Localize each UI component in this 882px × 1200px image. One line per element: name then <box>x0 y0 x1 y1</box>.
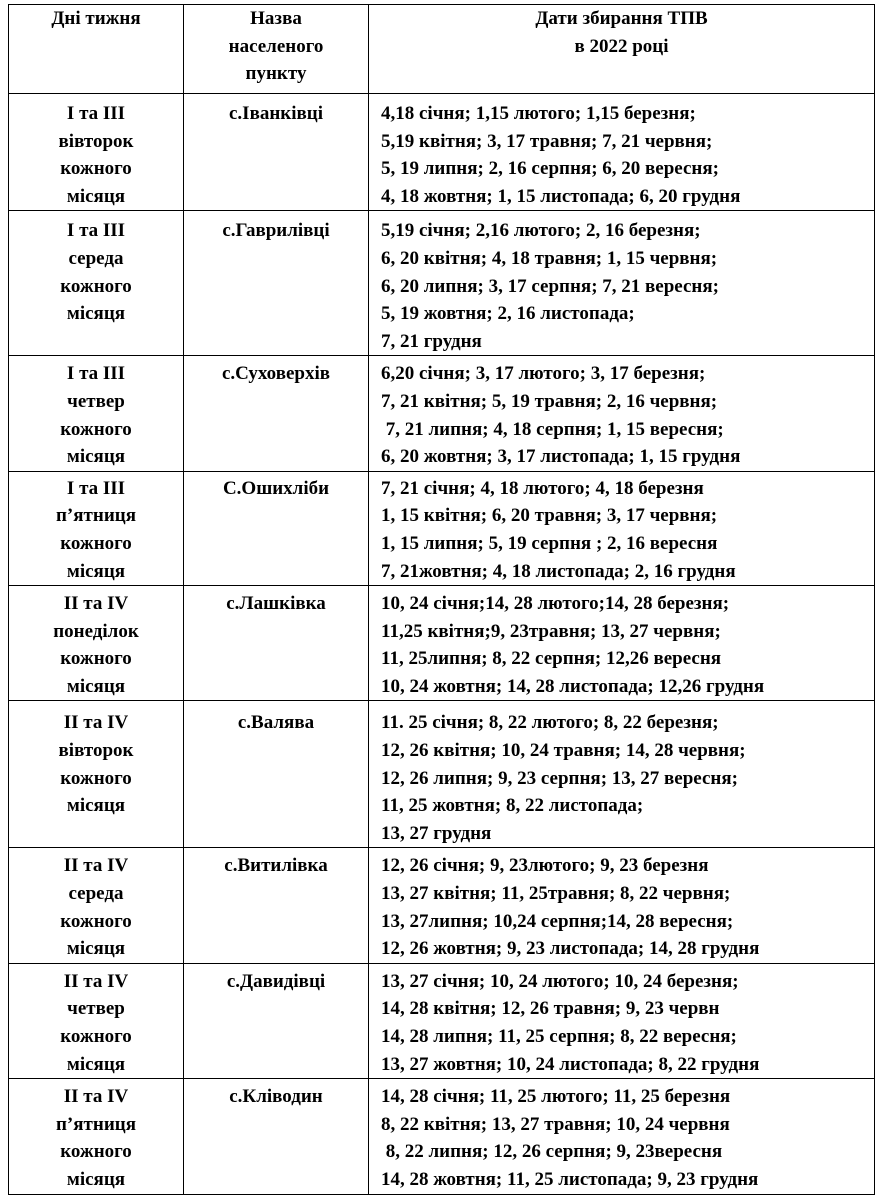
dates-line: 7, 21 липня; 4, 18 серпня; 1, 15 вересня; <box>381 418 724 440</box>
village-cell <box>184 701 369 848</box>
dates-line: 14, 28 липня; 11, 25 серпня; 8, 22 вересня; <box>381 1026 737 1047</box>
schedule-row <box>9 848 875 963</box>
dates-line: 12, 26 жовтня; 9, 23 листопада; 14, 28 грудня <box>381 938 760 960</box>
dates-line: 7, 21жовтня; 4, 18 листопада; 2, 16 грудня <box>381 560 736 582</box>
dates-line: 13, 27 січня; 10, 24 лютого; 10, 24 березня; <box>381 970 739 992</box>
days-cell <box>9 586 184 701</box>
village-cell <box>184 94 369 211</box>
days-cell <box>9 471 184 585</box>
dates-line: 12, 26 січня; 9, 23лютого; 9, 23 березня <box>381 855 709 877</box>
days-line: понеділок <box>53 620 139 642</box>
schedule-row <box>9 963 875 1078</box>
village-name: с.Іванківці <box>229 103 323 124</box>
days-line: середа <box>68 247 124 269</box>
dates-cell <box>369 356 875 471</box>
dates-line: 6, 20 липня; 3, 17 серпня; 7, 21 вересня; <box>381 275 719 297</box>
days-line: місяця <box>66 303 126 325</box>
days-line: місяця <box>66 795 126 817</box>
schedule-row <box>9 94 875 211</box>
days-cell <box>9 701 184 848</box>
days-line: місяця <box>66 938 126 960</box>
schedule-row <box>9 211 875 356</box>
schedule-row <box>9 471 875 585</box>
days-cell <box>9 963 184 1078</box>
dates-line: 12, 26 квітня; 10, 24 травня; 14, 28 червня; <box>381 740 746 762</box>
header-village <box>184 5 369 94</box>
days-line: кожного <box>60 648 132 670</box>
village-name: с.Кліводин <box>229 1086 323 1108</box>
header-village-line: населеного <box>228 35 324 57</box>
header-dates <box>369 5 875 94</box>
dates-cell <box>369 1079 875 1194</box>
days-line: місяця <box>66 560 126 582</box>
dates-line: 8, 22 квітня; 13, 27 травня; 10, 24 червня <box>381 1113 730 1135</box>
days-cell <box>9 1079 184 1194</box>
days-line: кожного <box>60 767 132 789</box>
schedule-row <box>9 1079 875 1194</box>
days-line: ІІ та ІV <box>63 970 129 992</box>
days-cell <box>9 356 184 471</box>
days-line: середа <box>68 883 124 905</box>
days-line: ІІ та ІV <box>63 712 129 734</box>
dates-line: 5, 19 жовтня; 2, 16 листопада; <box>381 303 635 325</box>
dates-line: 5,19 січня; 2,16 лютого; 2, 16 березня; <box>381 220 701 242</box>
days-cell <box>9 94 184 211</box>
dates-line: 14, 28 квітня; 12, 26 травня; 9, 23 червн <box>381 998 720 1020</box>
days-line: І та ІІІ <box>66 363 126 385</box>
village-cell <box>184 586 369 701</box>
header-village-line: пункту <box>245 63 307 85</box>
days-line: І та ІІІ <box>66 220 126 242</box>
days-line: ІІ та ІV <box>63 855 129 877</box>
dates-line: 13, 27 грудня <box>381 822 492 844</box>
days-line: місяця <box>66 446 126 468</box>
days-line: п’ятниця <box>55 505 136 527</box>
village-cell <box>184 963 369 1078</box>
schedule-row <box>9 356 875 471</box>
dates-line: 7, 21 січня; 4, 18 лютого; 4, 18 березня <box>381 477 704 499</box>
header-days <box>9 5 184 94</box>
dates-line: 5, 19 липня; 2, 16 серпня; 6, 20 вересня; <box>381 158 719 180</box>
dates-line: 11, 25 жовтня; 8, 22 листопада; <box>381 795 644 817</box>
village-cell <box>184 471 369 585</box>
dates-line: 4,18 січня; 1,15 лютого; 1,15 березня; <box>381 103 696 124</box>
header-village-line: Назва <box>250 8 302 29</box>
days-line: ІІ та ІV <box>63 593 129 615</box>
dates-line: 11,25 квітня;9, 23травня; 13, 27 червня; <box>381 620 721 642</box>
dates-line: 7, 21 грудня <box>381 330 482 352</box>
dates-line: 14, 28 січня; 11, 25 лютого; 11, 25 березня <box>381 1086 731 1108</box>
days-line: місяця <box>66 1168 126 1190</box>
dates-line: 6, 20 жовтня; 3, 17 листопада; 1, 15 грудня <box>381 446 741 468</box>
village-name: с.Суховерхів <box>221 363 331 385</box>
dates-cell <box>369 586 875 701</box>
village-name: с.Гаврилівці <box>222 220 330 242</box>
dates-line: 5,19 квітня; 3, 17 травня; 7, 21 червня; <box>381 130 713 152</box>
days-line: кожного <box>60 158 132 180</box>
days-cell <box>9 211 184 356</box>
dates-line: 13, 27 квітня; 11, 25травня; 8, 22 червня; <box>381 883 731 905</box>
days-line: місяця <box>66 675 126 697</box>
days-line: місяця <box>66 185 126 207</box>
dates-line: 11, 25липня; 8, 22 серпня; 12,26 вересня <box>381 648 722 670</box>
days-cell <box>9 848 184 963</box>
days-line: вівторок <box>58 740 134 762</box>
days-line: І та ІІІ <box>66 477 126 499</box>
days-line: кожного <box>60 1141 132 1163</box>
dates-line: 1, 15 липня; 5, 19 серпня ; 2, 16 вересня <box>381 532 718 554</box>
days-line: І та ІІІ <box>66 103 126 124</box>
dates-cell <box>369 701 875 848</box>
dates-cell <box>369 848 875 963</box>
days-line: ІІ та ІV <box>63 1086 129 1108</box>
village-name: с.Валява <box>237 712 315 734</box>
days-line: четвер <box>67 390 125 412</box>
days-line: кожного <box>60 1026 132 1047</box>
dates-line: 6, 20 квітня; 4, 18 травня; 1, 15 червня; <box>381 247 718 269</box>
dates-line: 13, 27 жовтня; 10, 24 листопада; 8, 22 грудня <box>381 1053 760 1075</box>
days-line: п’ятниця <box>55 1113 136 1135</box>
dates-line: 1, 15 квітня; 6, 20 травня; 3, 17 червня; <box>381 505 718 527</box>
schedule-rows <box>9 94 875 1195</box>
days-line: місяця <box>66 1053 126 1075</box>
days-line: кожного <box>60 275 132 297</box>
header-days-text: Дні тижня <box>51 8 141 29</box>
dates-line: 10, 24 жовтня; 14, 28 листопада; 12,26 грудня <box>381 675 765 697</box>
village-name: с.Витилівка <box>224 855 328 877</box>
village-name: с.Лашківка <box>226 593 326 615</box>
village-cell <box>184 848 369 963</box>
schedule-row <box>9 701 875 848</box>
days-line: кожного <box>60 418 132 440</box>
days-line: кожного <box>60 910 132 932</box>
header-row <box>9 5 875 94</box>
header-dates-line: Дати збирання ТПВ <box>535 8 708 29</box>
dates-line: 12, 26 липня; 9, 23 серпня; 13, 27 вересня; <box>381 767 738 789</box>
dates-line: 14, 28 жовтня; 11, 25 листопада; 9, 23 грудня <box>381 1168 759 1190</box>
village-cell <box>184 356 369 471</box>
village-name: с.Давидівці <box>226 970 326 992</box>
village-cell <box>184 211 369 356</box>
village-name: С.Ошихліби <box>222 477 330 499</box>
dates-line: 10, 24 січня;14, 28 лютого;14, 28 березня; <box>381 593 730 615</box>
dates-cell <box>369 211 875 356</box>
dates-line: 4, 18 жовтня; 1, 15 листопада; 6, 20 грудня <box>381 185 741 207</box>
days-line: кожного <box>60 532 132 554</box>
days-line: вівторок <box>58 130 134 152</box>
days-line: четвер <box>67 998 125 1020</box>
header-dates-line: в 2022 році <box>574 35 669 57</box>
dates-cell <box>369 471 875 585</box>
dates-line: 8, 22 липня; 12, 26 серпня; 9, 23вересня <box>381 1141 723 1163</box>
dates-line: 7, 21 квітня; 5, 19 травня; 2, 16 червня; <box>381 390 718 412</box>
dates-line: 11. 25 січня; 8, 22 лютого; 8, 22 березня; <box>381 712 719 734</box>
dates-line: 13, 27липня; 10,24 серпня;14, 28 вересня; <box>381 910 734 932</box>
schedule-row <box>9 586 875 701</box>
dates-cell <box>369 963 875 1078</box>
village-cell <box>184 1079 369 1194</box>
dates-line: 6,20 січня; 3, 17 лютого; 3, 17 березня; <box>381 363 706 385</box>
schedule-table <box>8 4 875 1195</box>
dates-cell <box>369 94 875 211</box>
